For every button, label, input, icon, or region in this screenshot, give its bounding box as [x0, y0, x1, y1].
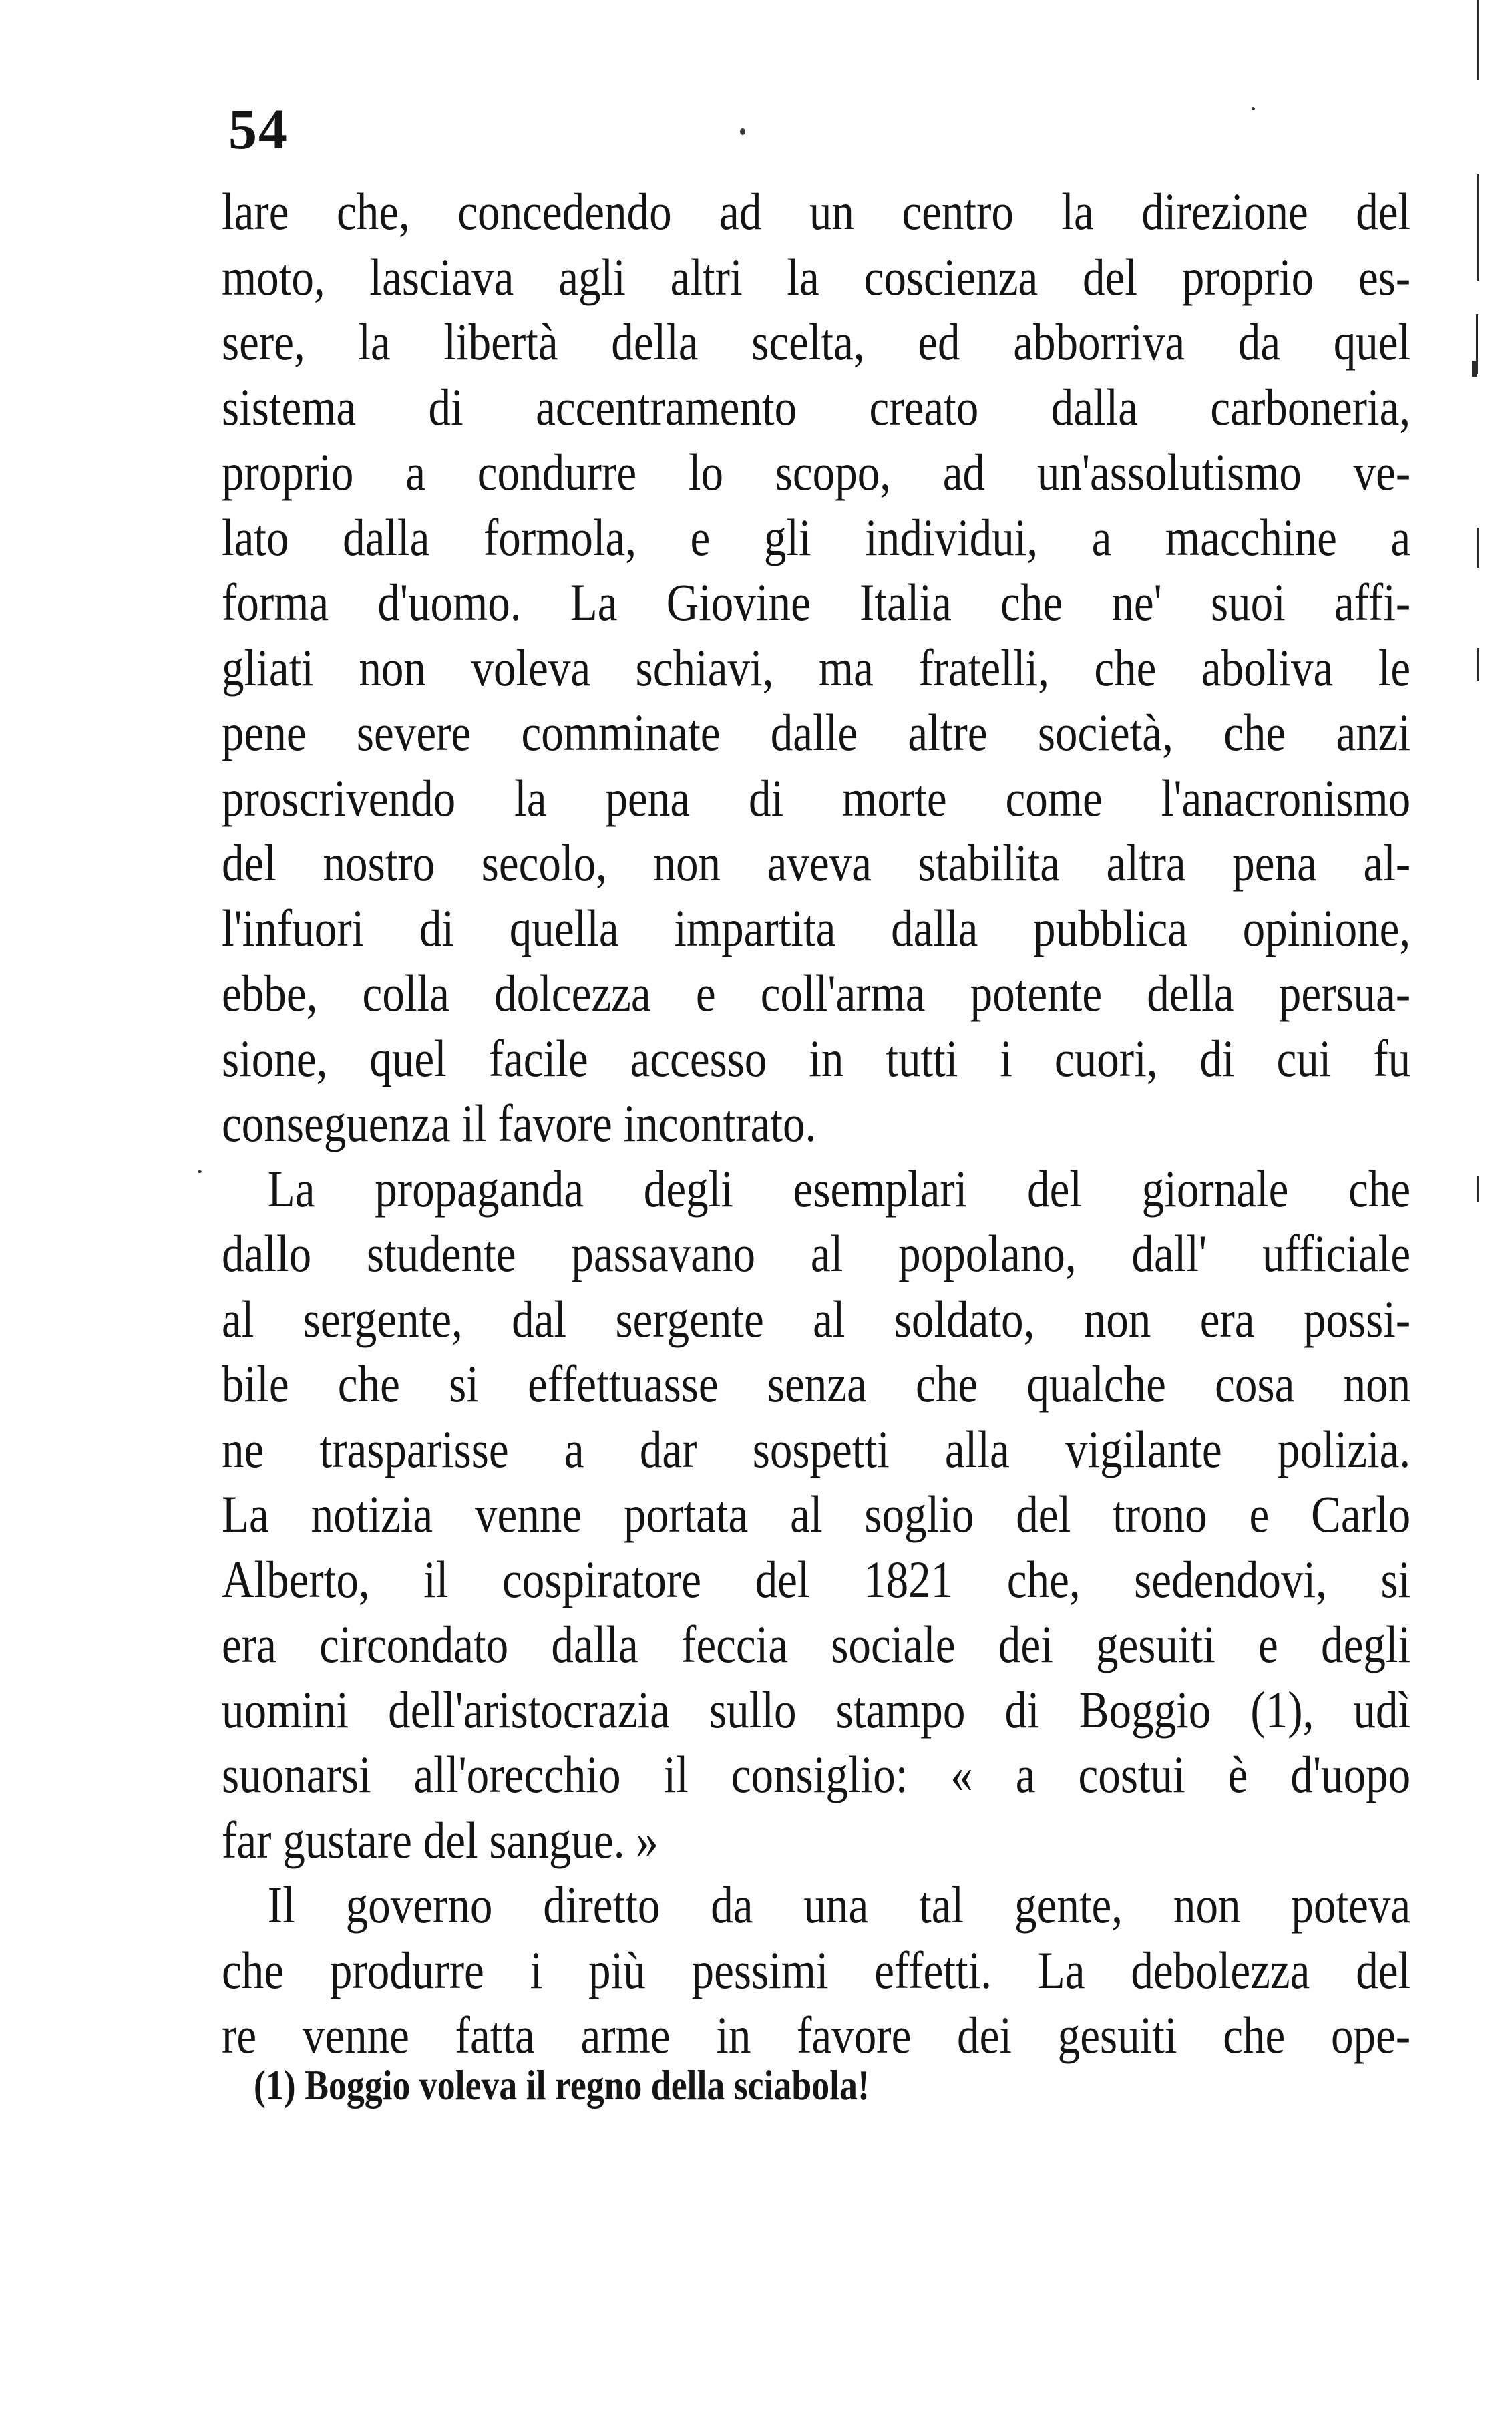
text-line: proprio a condurre lo scopo, ad un'assolutismo ve-: [222, 443, 1411, 501]
footnote: (1) Boggio voleva il regno della sciabola!: [254, 2061, 870, 2109]
text-line: l'infuori di quella impartita dalla pubblica opinione,: [222, 898, 1411, 957]
scan-edge-line: [1477, 528, 1479, 568]
scan-speck: [1252, 107, 1255, 110]
text-line: lare che, concedendo ad un centro la direzione del: [222, 182, 1411, 240]
text-line: sistema di accentramento creato dalla carboneria,: [222, 377, 1411, 436]
text-line: forma d'uomo. La Giovine Italia che ne' suoi affi-: [222, 573, 1411, 631]
text-line: del nostro secolo, non aveva stabilita altra pena al-: [222, 834, 1411, 892]
text-line: gliati non voleva schiavi, ma fratelli, che aboliva le: [222, 638, 1411, 697]
text-line: far gustare del sangue. »: [222, 1810, 658, 1869]
text-line: re venne fatta arme in favore dei gesuiti che ope-: [222, 2006, 1411, 2064]
page-number: 54: [228, 97, 289, 161]
scan-edge-line: [1477, 1176, 1479, 1202]
text-line: Il governo diretto da una tal gente, non poteva: [267, 1876, 1411, 1934]
text-line: ebbe, colla dolcezza e coll'arma potente della persua-: [222, 964, 1411, 1022]
text-line: sione, quel facile accesso in tutti i cuori, di cui fu: [222, 1029, 1411, 1087]
text-line: moto, lasciava agli altri la coscienza del proprio es-: [222, 247, 1411, 306]
text-line: che produrre i più pessimi effetti. La debolezza del: [222, 1940, 1411, 1999]
text-line: uomini dell'aristocrazia sullo stampo di Boggio (1), udì: [222, 1680, 1411, 1739]
text-line: al sergente, dal sergente al soldato, non era possi-: [222, 1289, 1411, 1348]
text-line: proscrivendo la pena di morte come l'anacronismo: [222, 768, 1411, 827]
text-line: pene severe comminate dalle altre società, che anzi: [222, 703, 1411, 761]
scan-edge-line: [1477, 648, 1479, 681]
text-line: lato dalla formola, e gli individui, a macchine a: [222, 508, 1411, 566]
scan-speck: [740, 128, 745, 135]
scan-speck: [198, 1170, 202, 1173]
scan-edge-line: [1477, 174, 1479, 281]
text-line: dallo studente passavano al popolano, dall' ufficiale: [222, 1224, 1411, 1282]
text-line: era circondato dalla feccia sociale dei gesuiti e degli: [222, 1615, 1411, 1673]
text-line: sere, la libertà della scelta, ed abborriva da quel: [222, 313, 1411, 371]
text-line: bile che si effettuasse senza che qualche cosa non: [222, 1355, 1411, 1413]
text-line: Alberto, il cospiratore del 1821 che, sedendovi, si: [222, 1550, 1411, 1608]
scan-edge-line: [1472, 361, 1477, 377]
text-line: La propaganda degli esemplari del giornale che: [267, 1159, 1411, 1218]
text-line: suonarsi all'orecchio il consiglio: « a costui è d'uopo: [222, 1745, 1411, 1803]
text-line: ne trasparisse a dar sospetti alla vigilante polizia.: [222, 1419, 1411, 1478]
text-line: conseguenza il favore incontrato.: [222, 1094, 817, 1152]
text-line: La notizia venne portata al soglio del trono e Carlo: [222, 1485, 1411, 1543]
scan-edge-line: [1477, 0, 1479, 80]
body-text: [222, 179, 1410, 2068]
